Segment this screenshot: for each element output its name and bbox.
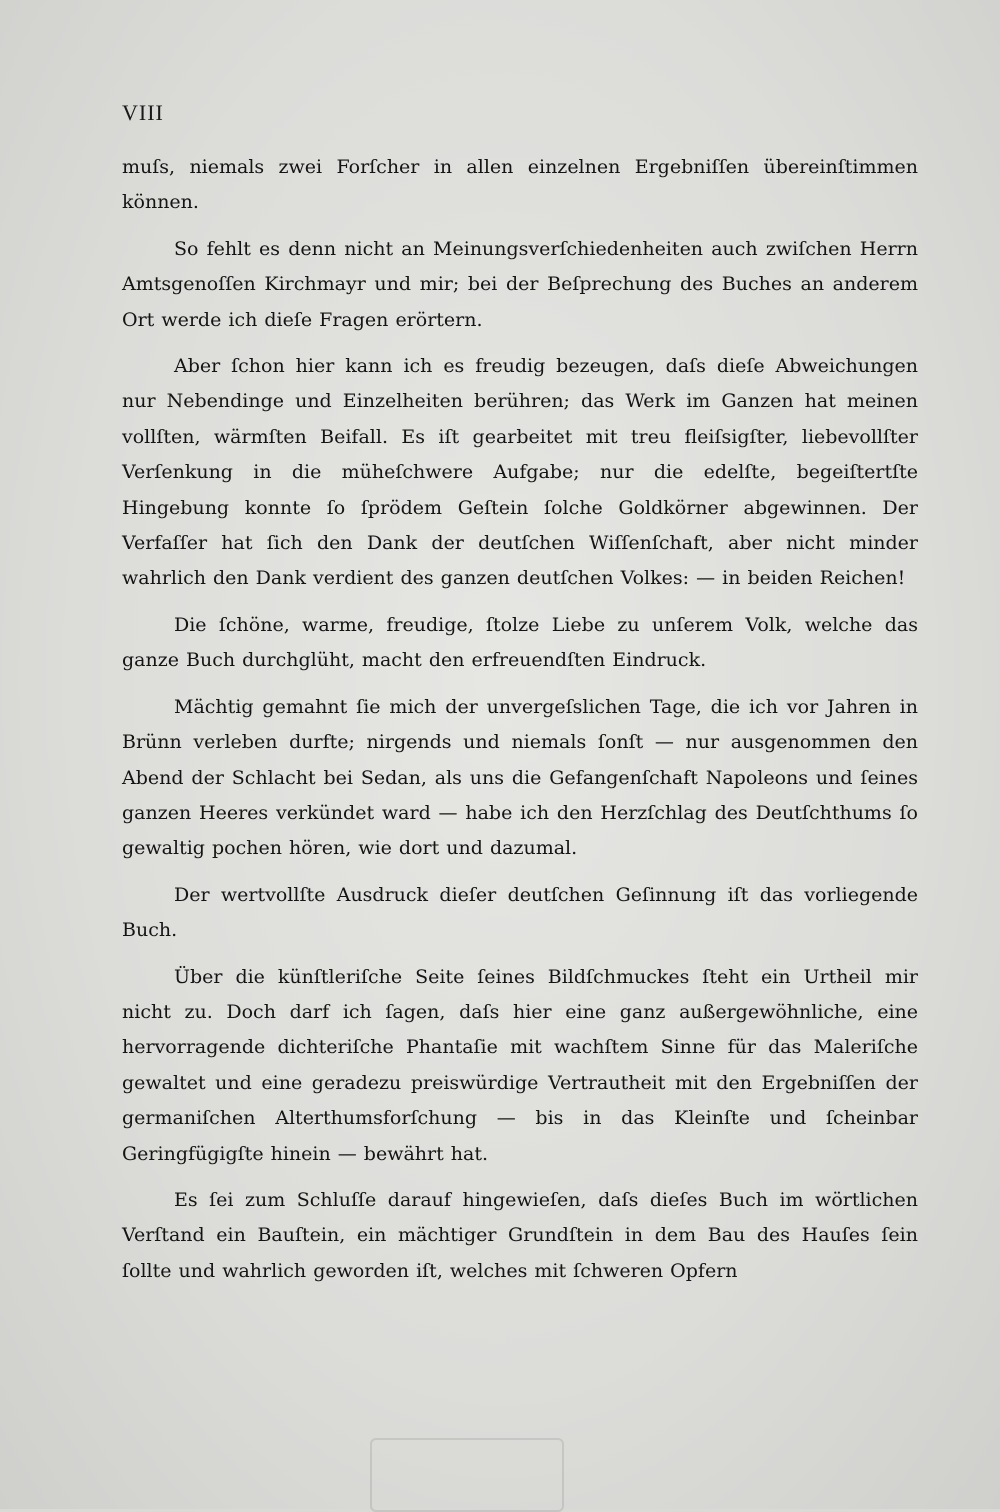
paragraph: Über die künſtleriſche Seite ſeines Bildſchmuckes ſteht ein Urtheil mir nicht zu. Doch darf ich ſagen, daſs hier eine ganz außergewöhnliche, eine hervorragende dichteriſche Phantaſie mit wachſtem Sinne für das Maleriſche gewaltet und eine geradezu preiswürdige Vertrautheit mit den Ergebniſſen der germaniſchen Alterthumsforſchung — bis in das Kleinſte und ſcheinbar Geringfügigſte hinein — bewährt hat.	[122, 965, 918, 1165]
paragraph: Es ſei zum Schluſſe darauf hingewieſen, daſs dieſes Buch im wörtlichen Verſtand ein Bauſtein, ein mächtiger Grundſtein in dem Bau des Hauſes ſein ſollte und wahrlich geworden iſt, welches mit ſchweren Opfern	[122, 1188, 918, 1282]
paragraph: So fehlt es denn nicht an Meinungsverſchiedenheiten auch zwiſchen Herrn Amtsgenoſſen Kirchmayr und mir; bei der Beſprechung des Buches an anderem Ort werde ich dieſe Fragen erörtern.	[122, 237, 918, 331]
library-stamp-shadow	[370, 1438, 564, 1512]
paragraph: Aber ſchon hier kann ich es freudig bezeugen, daſs dieſe Abweichungen nur Nebendinge und Einzelheiten berühren; das Werk im Ganzen hat meinen vollſten, wärmſten Beifall. Es iſt gearbeitet mit treu fleiſsigſter, liebevollſter Verſenkung in die müheſchwere Aufgabe; nur die edelſte, begeiſtertſte Hingebung konnte ſo ſprödem Geſtein ſolche Goldkörner abgewinnen. Der Verfaſſer hat ſich den Dank der deutſchen Wiſſenſchaft, aber nicht minder wahrlich den Dank verdient des ganzen deutſchen Volkes: — in beiden Reichen!	[122, 355, 918, 590]
paragraph: Die ſchöne, warme, freudige, ſtolze Liebe zu unſerem Volk, welche das ganze Buch durchglüht, macht den erfreuendſten Eindruck.	[122, 613, 918, 672]
body-text	[122, 150, 918, 1300]
paragraph: Mächtig gemahnt ſie mich der unvergeſslichen Tage, die ich vor Jahren in Brünn verleben durfte; nirgends und niemals ſonſt — nur ausgenommen den Abend der Schlacht bei Sedan, als uns die Gefangenſchaft Napoleons und ſeines ganzen Heeres verkündet ward — habe ich den Herzſchlag des Deutſchthums ſo gewaltig pochen hören, wie dort und dazumal.	[122, 695, 918, 860]
page-number: VIII	[122, 100, 164, 125]
paragraph: Der wertvollſte Ausdruck dieſer deutſchen Geſinnung iſt das vorliegende Buch.	[122, 883, 918, 942]
paragraph: muſs, niemals zwei Forſcher in allen einzelnen Ergebniſſen übereinſtimmen können.	[122, 156, 918, 214]
